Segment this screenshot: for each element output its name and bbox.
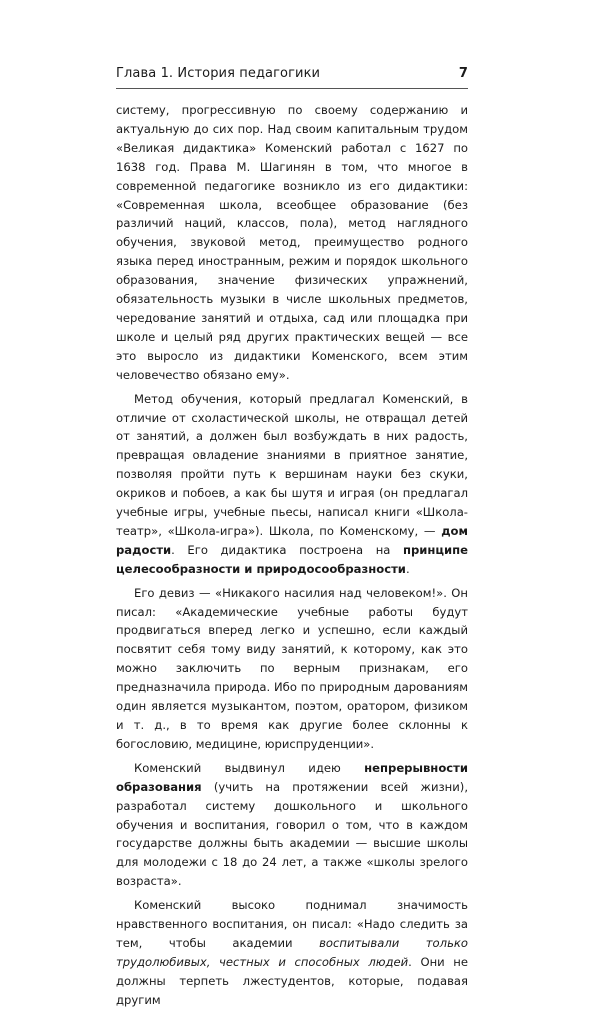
running-header (116, 66, 468, 86)
paragraph-2 (116, 390, 468, 579)
paragraph-text: систему, прогрессивную по своему содержанию и актуальную до сих пор. Над своим капитальным трудом «Великая дидактика» Коменский работал с 1627 по 1638 год. Права М. Шагинян в том, что многое в современной педагогике возникло из его дидактики: «Современная школа, всеобщее образование (без различий наций, классов, пола), метод наглядного обучения, звуковой метод, преимущество родного языка перед иностранным, режим и порядок школьного образования, значение физических упражнений, обязательность музыки в числе школьных предметов, чередование занятий и отдыха, сад или площадка при школе и целый ряд других практических вещей — все это выросло из дидактики Коменского, всем этим человечество обязано ему». (116, 103, 468, 382)
paragraph-text: Метод обучения, который предлагал Коменский, в отличие от схоластической школы, не отвращал детей от занятий, а должен был возбуждать в них радость, превращая овладение знаниями в приятное занятие, позволяя пройти путь к вершинам науки без скуки, окриков и побоев, а как бы шутя и играя (он предлагал учебные игры, учебные пьесы, написал книги «Школа-театр», «Школа-игра»). Школа, по Коменскому, — (116, 391, 468, 538)
paragraph-text: . (405, 561, 410, 576)
body-text (116, 101, 468, 1015)
header-rule (116, 88, 468, 89)
paragraph-text: Коменский выдвинул идею (134, 760, 365, 775)
italic-quote: воспитывали только трудолюбивых, честных и способных людей (116, 935, 468, 969)
paragraph-text: Его девиз — «Никакого насилия над человеком!». Он писал: «Академические учебные работы будут продвигаться вперед легко и успешно, если каждый посвятит себя тому виду занятий, к которому, как это можно заключить по верным признакам, его предназначила природа. Ибо по природным дарованиям один является музыкантом, поэтом, оратором, физиком и т. д., в то время как другие более склонны к богословию, медицине, юриспруденции». (116, 585, 468, 751)
page-number: 7 (458, 66, 468, 81)
paragraph-text: . Они не должны терпеть лжестудентов, которые, подавая другим (116, 954, 468, 1007)
chapter-title: Глава 1. История педагогики (116, 66, 321, 81)
emphasis-principle: принципе целесообразности и природосообразности (116, 542, 468, 576)
paragraph-text: Коменский высоко поднимал значимость нравственного воспитания, он писал: «Надо следить за тем, чтобы академии (116, 898, 468, 950)
paragraph-text: (учить на протяжении всей жизни), разработал систему дошкольного и школьного обучения и воспитания, говорил о том, что в каждом государстве должны быть академии — высшие школы для молодежи с 18 до 24 лет, а также «школы зрелого возраста». (116, 779, 468, 889)
paragraph-1 (116, 101, 468, 385)
paragraph-5 (116, 896, 468, 1009)
paragraph-4 (116, 759, 468, 891)
emphasis-home-of-joy: дом радости (116, 523, 468, 557)
emphasis-continuous-education: непрерывности образования (116, 760, 468, 794)
paragraph-text: . Его дидактика построена на (171, 542, 403, 557)
paragraph-3 (116, 584, 468, 754)
